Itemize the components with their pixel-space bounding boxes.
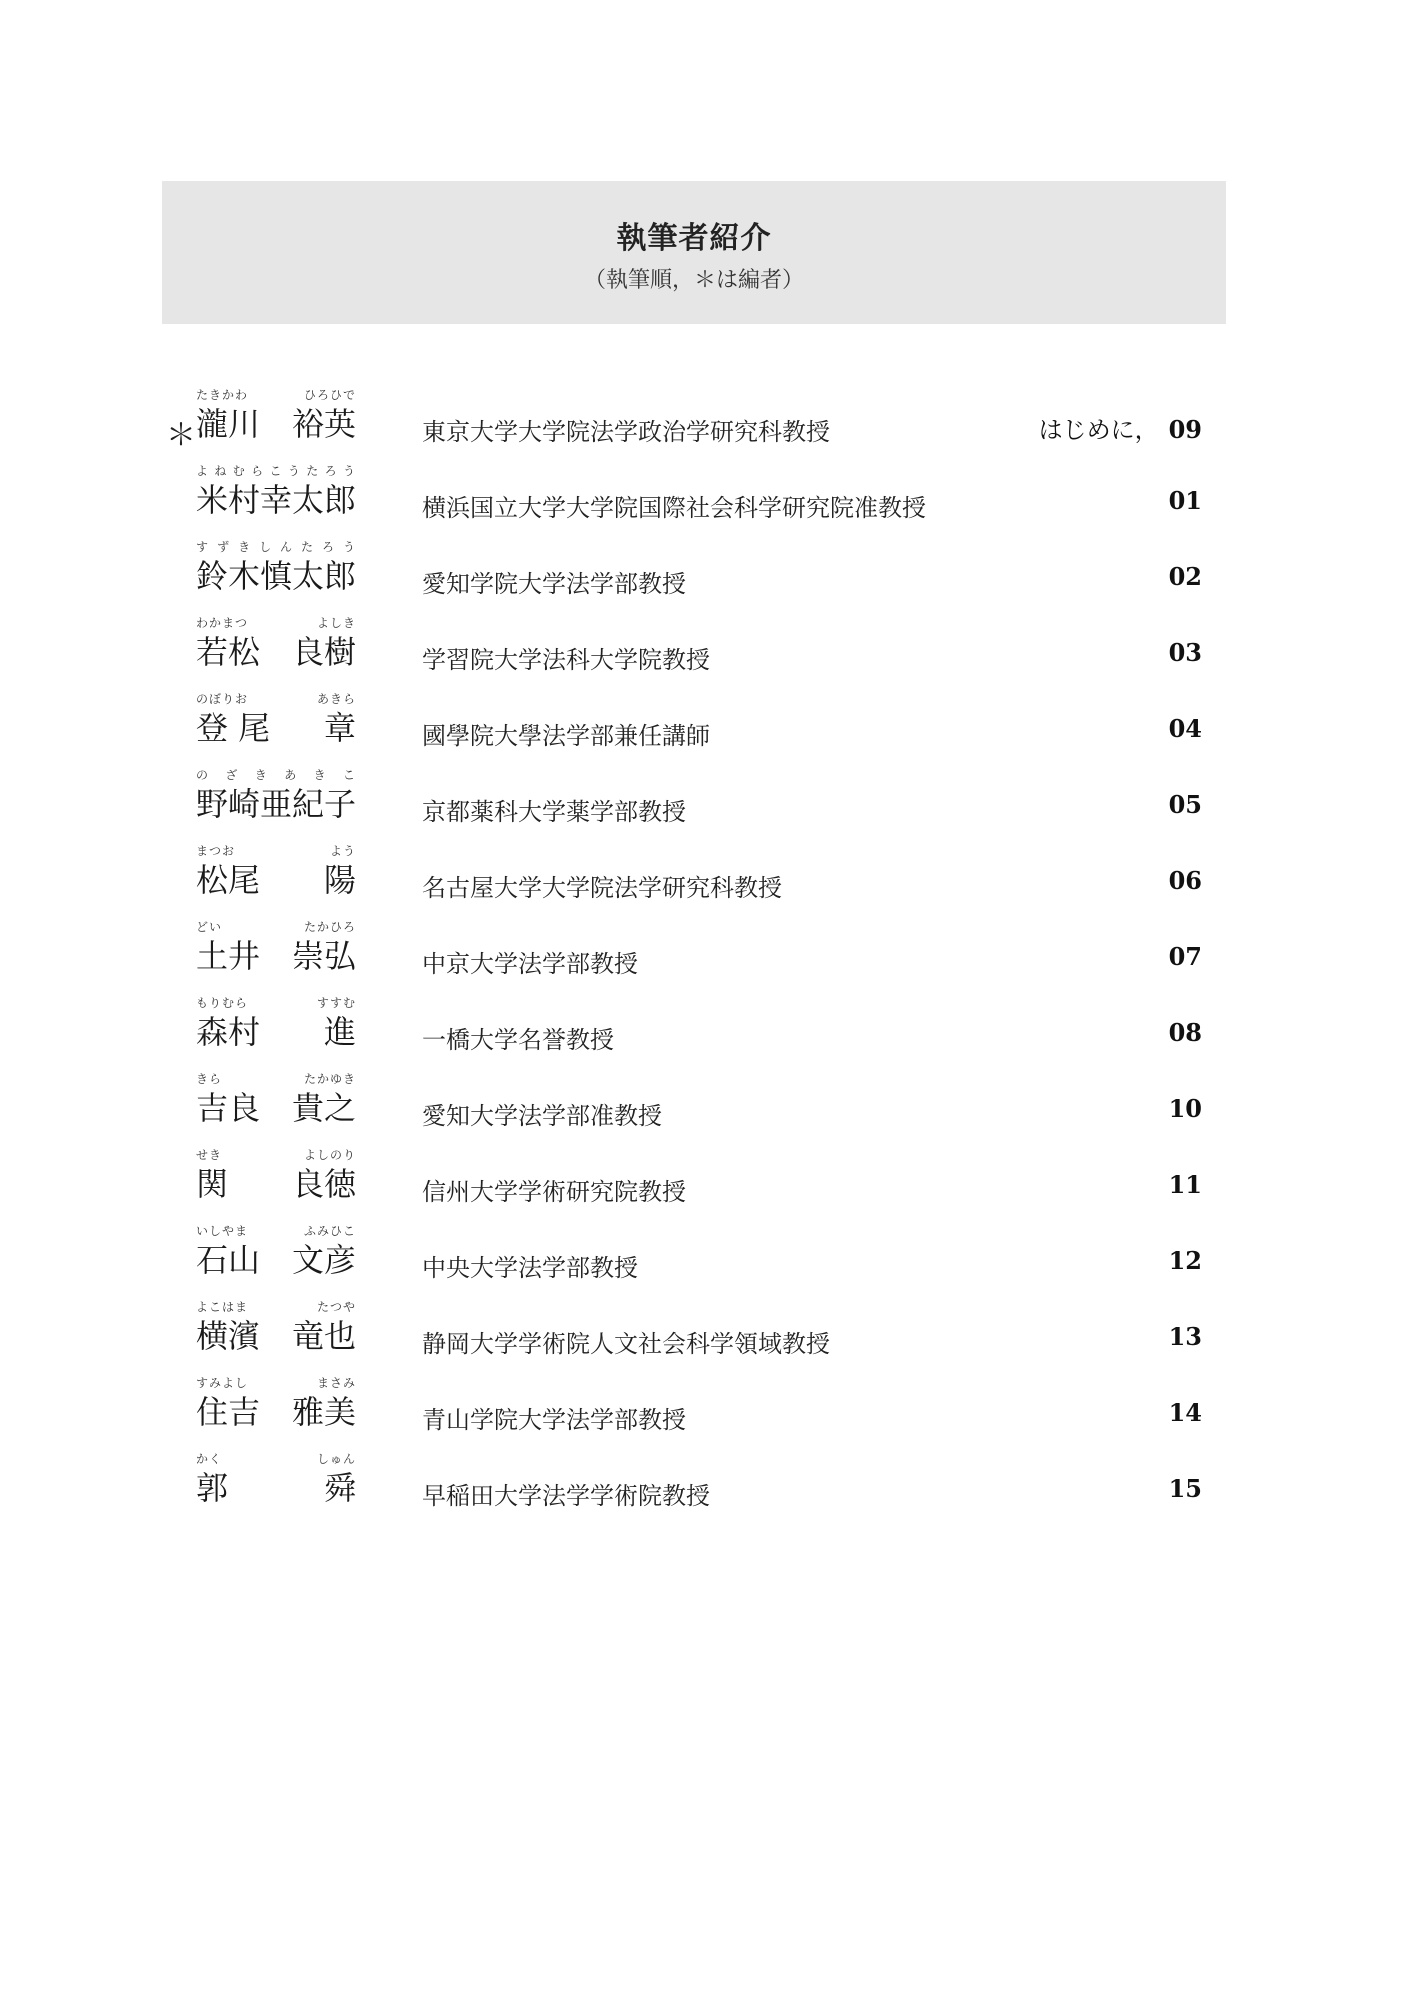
author-name xyxy=(196,388,356,464)
full-name: 野崎亜紀子 xyxy=(196,785,357,823)
page-number: 07 xyxy=(1168,942,1202,971)
author-row xyxy=(162,1452,1202,1528)
page-number: 06 xyxy=(1168,866,1202,895)
author-row xyxy=(162,768,1202,844)
family-name-ruby: よこはま xyxy=(196,1300,249,1314)
page-number: 14 xyxy=(1168,1398,1202,1427)
author-name xyxy=(196,540,356,616)
chapter-pages xyxy=(1169,1170,1202,1199)
author-name xyxy=(196,844,356,920)
affiliation: 名古屋大学大学院法学研究科教授 xyxy=(422,874,782,902)
affiliation: 京都薬科大学薬学部教授 xyxy=(422,798,686,826)
author-name xyxy=(196,768,356,844)
affiliation: 学習院大学法科大学院教授 xyxy=(422,646,710,674)
pages-prefix: はじめに， xyxy=(1038,416,1159,444)
affiliation: 東京大学大学院法学政治学研究科教授 xyxy=(422,418,830,446)
given-name-ruby: たかひろ xyxy=(303,920,356,934)
family-name: 登 尾 xyxy=(196,709,271,747)
family-name: 横濱 xyxy=(196,1317,261,1355)
author-row xyxy=(162,464,1202,540)
family-name: 石山 xyxy=(196,1241,261,1279)
chapter-pages xyxy=(1169,942,1202,971)
author-row xyxy=(162,1224,1202,1300)
author-row xyxy=(162,844,1202,920)
author-name xyxy=(196,692,356,768)
given-name: 良樹 xyxy=(291,633,356,671)
family-name-ruby: わかまつ xyxy=(196,616,249,630)
given-name-ruby: たかゆき xyxy=(303,1072,356,1086)
family-name-ruby: すみよし xyxy=(196,1376,249,1390)
affiliation: 愛知学院大学法学部教授 xyxy=(422,570,686,598)
family-name: 吉良 xyxy=(196,1089,261,1127)
author-name xyxy=(196,1148,356,1224)
family-name: 郭 xyxy=(196,1469,229,1507)
author-row xyxy=(162,996,1202,1072)
author-name xyxy=(196,1300,356,1376)
page-title: 執筆者紹介 xyxy=(616,221,772,256)
family-name-ruby: かく xyxy=(196,1452,223,1466)
chapter-pages xyxy=(1169,638,1202,667)
family-name: 住吉 xyxy=(196,1393,261,1431)
given-name-ruby: まさみ xyxy=(316,1376,356,1390)
author-name xyxy=(196,1224,356,1300)
author-row xyxy=(162,920,1202,996)
given-name-ruby: すすむ xyxy=(316,996,356,1010)
page-number: 03 xyxy=(1168,638,1202,667)
chapter-pages xyxy=(1039,410,1202,445)
given-name: 進 xyxy=(323,1013,356,1051)
author-row xyxy=(162,692,1202,768)
affiliation: 横浜国立大学大学院国際社会科学研究院准教授 xyxy=(422,494,926,522)
chapter-pages xyxy=(1169,1398,1202,1427)
family-name-ruby: せき xyxy=(196,1148,223,1162)
chapter-pages xyxy=(1169,866,1202,895)
chapter-pages xyxy=(1169,562,1202,591)
name-ruby: すずきしんたろう xyxy=(196,540,356,554)
author-name xyxy=(196,616,356,692)
affiliation: 中央大学法学部教授 xyxy=(422,1254,638,1282)
given-name: 雅美 xyxy=(291,1393,356,1431)
name-ruby: よねむらこうたろう xyxy=(196,464,356,478)
author-list xyxy=(162,388,1202,1528)
author-row xyxy=(162,1376,1202,1452)
author-name xyxy=(196,464,356,540)
given-name-ruby: ひろひで xyxy=(303,388,356,402)
author-row xyxy=(162,1300,1202,1376)
editor-mark: ＊ xyxy=(166,418,196,453)
affiliation: 國學院大學法学部兼任講師 xyxy=(422,722,710,750)
given-name: 舜 xyxy=(323,1469,356,1507)
given-name: 竜也 xyxy=(291,1317,356,1355)
given-name-ruby: よしき xyxy=(316,616,356,630)
full-name: 米村幸太郎 xyxy=(196,481,357,519)
given-name-ruby: よう xyxy=(329,844,356,858)
page-number: 08 xyxy=(1168,1018,1202,1047)
family-name: 松尾 xyxy=(196,861,261,899)
page-number: 05 xyxy=(1168,790,1202,819)
author-name xyxy=(196,1072,356,1148)
page-number: 10 xyxy=(1168,1094,1202,1123)
header-box xyxy=(162,181,1226,324)
author-row xyxy=(162,540,1202,616)
given-name-ruby: よしのり xyxy=(303,1148,356,1162)
page-number: 12 xyxy=(1168,1246,1202,1275)
page-number: 15 xyxy=(1168,1474,1202,1503)
family-name: 関 xyxy=(196,1165,229,1203)
author-name xyxy=(196,996,356,1072)
chapter-pages xyxy=(1169,790,1202,819)
author-name xyxy=(196,920,356,996)
chapter-pages xyxy=(1169,1246,1202,1275)
page-number: 01 xyxy=(1168,486,1202,515)
author-name xyxy=(196,1376,356,1452)
given-name-ruby: ふみひこ xyxy=(303,1224,356,1238)
affiliation: 愛知大学法学部准教授 xyxy=(422,1102,662,1130)
family-name: 森村 xyxy=(196,1013,261,1051)
family-name: 若松 xyxy=(196,633,261,671)
given-name-ruby: しゅん xyxy=(316,1452,356,1466)
given-name: 良徳 xyxy=(291,1165,356,1203)
author-row xyxy=(162,616,1202,692)
given-name: 崇弘 xyxy=(291,937,356,975)
affiliation: 静岡大学学術院人文社会科学領域教授 xyxy=(422,1330,830,1358)
family-name-ruby: のぼりお xyxy=(196,692,249,706)
family-name-ruby: いしやま xyxy=(196,1224,249,1238)
page-subtitle: （執筆順，＊は編者） xyxy=(583,268,804,293)
family-name-ruby: どい xyxy=(196,920,223,934)
author-row xyxy=(162,1148,1202,1224)
family-name-ruby: まつお xyxy=(196,844,236,858)
author-name xyxy=(196,1452,356,1528)
affiliation: 早稲田大学法学学術院教授 xyxy=(422,1482,710,1510)
affiliation: 一橋大学名誉教授 xyxy=(422,1026,614,1054)
page-number: 09 xyxy=(1168,415,1202,444)
given-name-ruby: あきら xyxy=(316,692,356,706)
chapter-pages xyxy=(1169,1322,1202,1351)
family-name-ruby: きら xyxy=(196,1072,223,1086)
given-name: 章 xyxy=(323,709,356,747)
name-ruby: のざきあきこ xyxy=(196,768,356,782)
page-number: 11 xyxy=(1168,1170,1202,1199)
given-name: 文彦 xyxy=(291,1241,356,1279)
author-row xyxy=(162,1072,1202,1148)
family-name: 土井 xyxy=(196,937,261,975)
full-name: 鈴木慎太郎 xyxy=(196,557,357,595)
family-name-ruby: もりむら xyxy=(196,996,249,1010)
given-name: 陽 xyxy=(323,861,356,899)
chapter-pages xyxy=(1169,1094,1202,1123)
chapter-pages xyxy=(1169,714,1202,743)
chapter-pages xyxy=(1169,1474,1202,1503)
given-name: 裕英 xyxy=(291,405,356,443)
given-name: 貴之 xyxy=(291,1089,356,1127)
chapter-pages xyxy=(1169,486,1202,515)
affiliation: 青山学院大学法学部教授 xyxy=(422,1406,686,1434)
author-row xyxy=(162,388,1202,464)
chapter-pages xyxy=(1169,1018,1202,1047)
given-name-ruby: たつや xyxy=(316,1300,356,1314)
affiliation: 信州大学学術研究院教授 xyxy=(422,1178,686,1206)
affiliation: 中京大学法学部教授 xyxy=(422,950,638,978)
family-name-ruby: たきかわ xyxy=(196,388,249,402)
page-number: 04 xyxy=(1168,714,1202,743)
family-name: 瀧川 xyxy=(196,405,261,443)
page-number: 02 xyxy=(1168,562,1202,591)
page-number: 13 xyxy=(1168,1322,1202,1351)
